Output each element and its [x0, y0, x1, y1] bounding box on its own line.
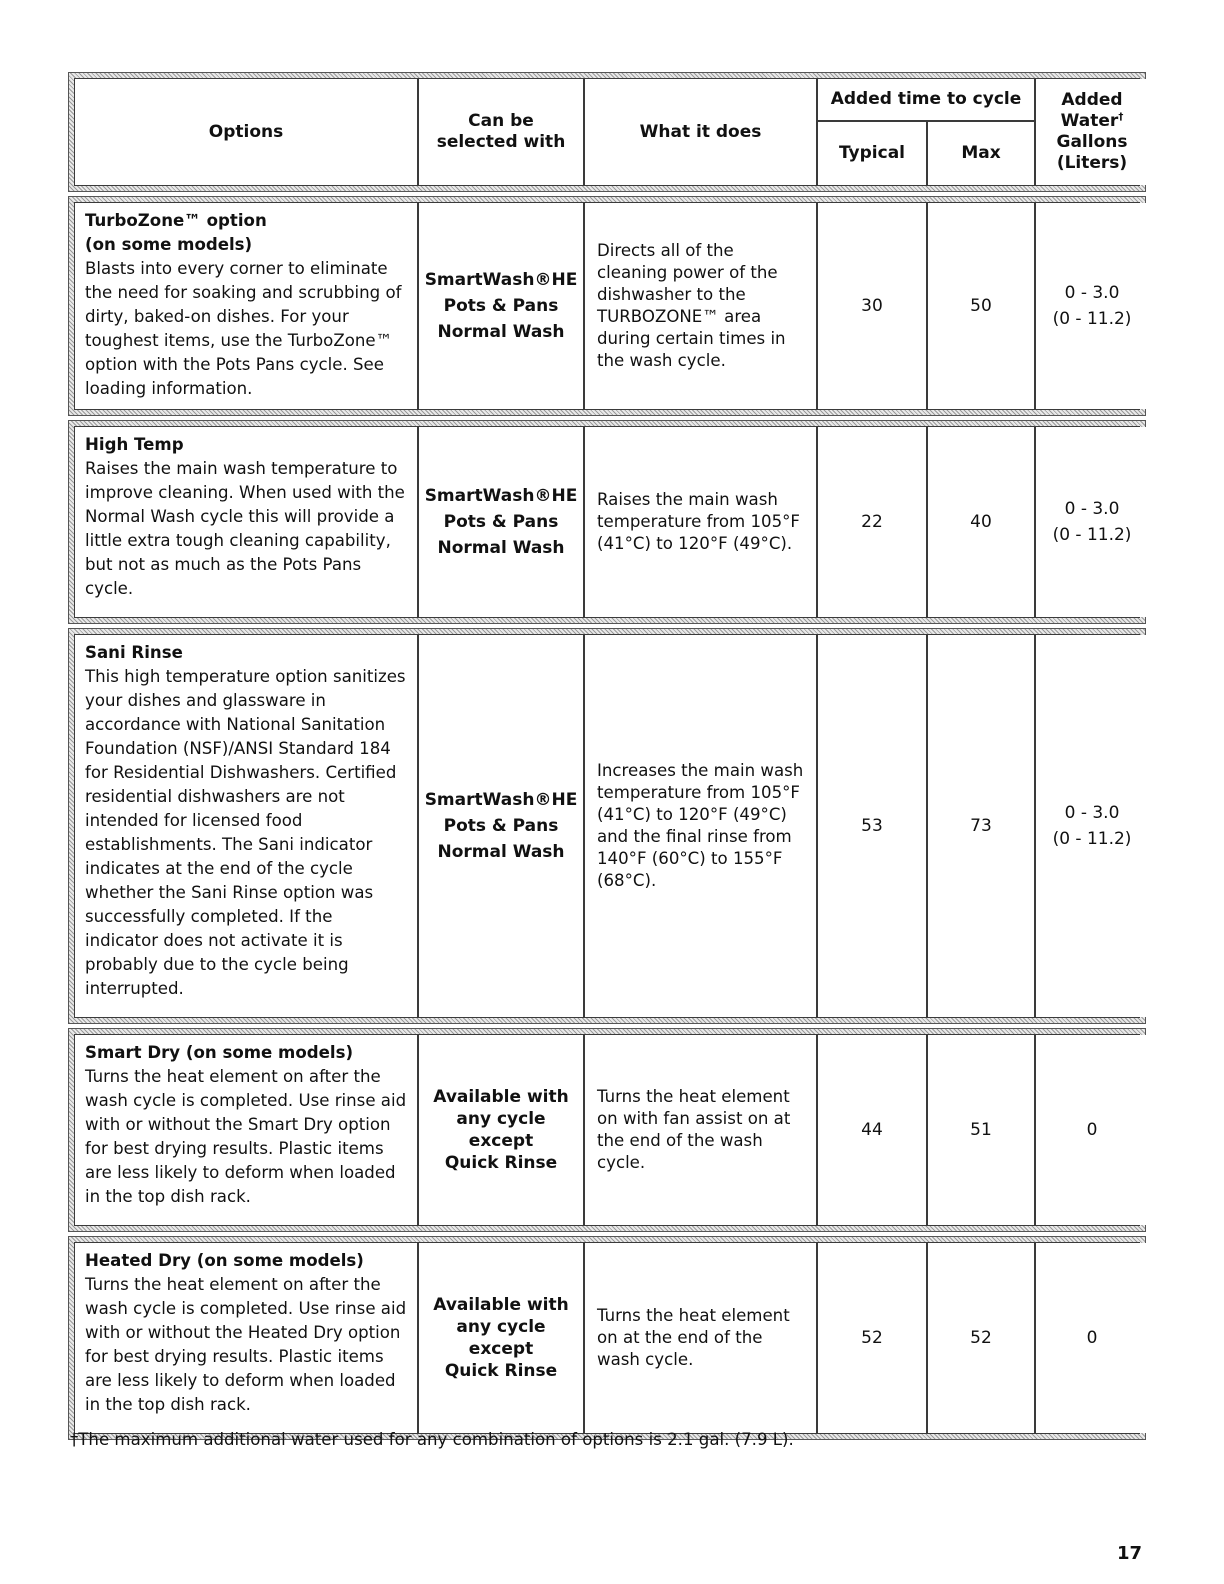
option-description: Turns the heat element on after the wash cycle is completed. Use rinse aid with or without the Smart Dry option for best drying results. Plastic items are less likely to deform when loaded in the top dish rack.	[85, 1067, 407, 1206]
water-liters: (0 - 11.2)	[1052, 829, 1132, 849]
max-time-cell: 73	[928, 635, 1034, 1017]
selectable-with-item: Normal Wash	[437, 842, 565, 862]
option-subtitle: (on some models)	[85, 235, 253, 254]
selectable-with-cell	[419, 1243, 583, 1433]
added-water-cell	[1036, 203, 1148, 409]
option-title: Smart Dry (on some models)	[85, 1043, 354, 1062]
typical-time-cell: 52	[818, 1243, 926, 1433]
option-title: Heated Dry (on some models)	[85, 1251, 364, 1270]
max-time-cell: 51	[928, 1035, 1034, 1225]
selectable-with-item: Normal Wash	[437, 538, 565, 558]
selectable-with-item: SmartWash®HE	[424, 790, 578, 810]
header-typical: Typical	[818, 122, 926, 185]
option-cell	[75, 1035, 417, 1225]
typical-time-cell: 53	[818, 635, 926, 1017]
selectable-with-item: SmartWash®HE	[424, 486, 578, 506]
header-options: Options	[75, 79, 417, 185]
header-added-time: Added time to cycle	[818, 79, 1034, 120]
option-cell	[75, 427, 417, 617]
added-water-cell	[1036, 635, 1148, 1017]
header-added-water-line3: Gallons	[1056, 132, 1128, 152]
option-title: TurboZone™ option	[85, 211, 267, 230]
table-header	[68, 72, 1146, 192]
selectable-with-item: Quick Rinse	[444, 1361, 558, 1381]
option-description: This high temperature option sanitizes your dishes and glassware in accordance with National Sanitation Foundation (NSF)/ANSI Standard 184 for Residential Dishwashers. Certified residential dishwashers are not intended for licensed food establishments. The Sani indicator indicates at the end of the cycle whether the Sani Rinse option was successfully completed. If the indicator does not activate it is probably due to the cycle being interrupted.	[85, 667, 406, 998]
added-water-cell	[1036, 1035, 1148, 1225]
what-it-does-cell: Turns the heat element on with fan assist on at the end of the wash cycle.	[585, 1035, 816, 1225]
selectable-with-item: except	[468, 1339, 534, 1359]
option-cell	[75, 1243, 417, 1433]
table-row	[68, 196, 1146, 416]
header-what-it-does: What it does	[585, 79, 816, 185]
option-title: High Temp	[85, 435, 184, 454]
table-row	[68, 1236, 1146, 1440]
header-added-water-line2: Water†	[1060, 111, 1124, 131]
header-added-water-line1: Added	[1061, 90, 1123, 110]
header-added-water-line4: (Liters)	[1056, 153, 1128, 173]
table-row	[68, 628, 1146, 1024]
header-max: Max	[928, 122, 1034, 185]
added-water-cell	[1036, 1243, 1148, 1433]
max-time-cell: 52	[928, 1243, 1034, 1433]
selectable-with-item: except	[468, 1131, 534, 1151]
what-it-does-cell: Directs all of the cleaning power of the dishwasher to the TURBOZONE™ area during certain times in the wash cycle.	[585, 203, 816, 409]
max-time-cell: 40	[928, 427, 1034, 617]
selectable-with-item: any cycle	[456, 1109, 546, 1129]
what-it-does-cell: Raises the main wash temperature from 105°F (41°C) to 120°F (49°C).	[585, 427, 816, 617]
header-added-water	[1036, 79, 1148, 185]
selectable-with-item: Available with	[433, 1087, 569, 1107]
selectable-with-item: Pots & Pans	[443, 296, 559, 316]
max-time-cell: 50	[928, 203, 1034, 409]
table-row	[68, 1028, 1146, 1232]
page-number: 17	[1116, 1543, 1142, 1564]
typical-time-cell: 30	[818, 203, 926, 409]
what-it-does-cell: Turns the heat element on at the end of the wash cycle.	[585, 1243, 816, 1433]
selectable-with-cell	[419, 1035, 583, 1225]
water-gallons: 0	[1086, 1120, 1098, 1140]
selectable-with-item: SmartWash®HE	[424, 270, 578, 290]
water-gallons: 0 - 3.0	[1064, 283, 1120, 303]
water-gallons: 0 - 3.0	[1064, 499, 1120, 519]
selectable-with-cell	[419, 427, 583, 617]
selectable-with-cell	[419, 635, 583, 1017]
dagger-mark: †	[1118, 111, 1124, 123]
option-description: Blasts into every corner to eliminate the need for soaking and scrubbing of dirty, baked-on dishes. For your toughest items, use the TurboZone™ option with the Pots Pans cycle. See loading information.	[85, 259, 402, 398]
water-liters: (0 - 11.2)	[1052, 525, 1132, 545]
water-gallons: 0 - 3.0	[1064, 803, 1120, 823]
table-row	[68, 420, 1146, 624]
added-water-cell	[1036, 427, 1148, 617]
selectable-with-item: any cycle	[456, 1317, 546, 1337]
what-it-does-cell: Increases the main wash temperature from 105°F (41°C) to 120°F (49°C) and the final rinse from 140°F (60°C) to 155°F (68°C).	[585, 635, 816, 1017]
option-cell	[75, 635, 417, 1017]
option-title: Sani Rinse	[85, 643, 183, 662]
option-description: Raises the main wash temperature to improve cleaning. When used with the Normal Wash cycle this will provide a little extra tough cleaning capability, but not as much as the Pots Pans cycle.	[85, 459, 405, 598]
water-liters: (0 - 11.2)	[1052, 309, 1132, 329]
water-gallons: 0	[1086, 1328, 1098, 1348]
footnote: †The maximum additional water used for any combination of options is 2.1 gal. (7.9 L).	[70, 1430, 794, 1449]
selectable-with-item: Normal Wash	[437, 322, 565, 342]
header-can-be-selected: Can be selected with	[419, 79, 583, 185]
option-cell	[75, 203, 417, 409]
selectable-with-item: Pots & Pans	[443, 816, 559, 836]
selectable-with-item: Quick Rinse	[444, 1153, 558, 1173]
selectable-with-cell	[419, 203, 583, 409]
typical-time-cell: 22	[818, 427, 926, 617]
options-table	[68, 72, 1146, 1440]
selectable-with-item: Available with	[433, 1295, 569, 1315]
typical-time-cell: 44	[818, 1035, 926, 1225]
selectable-with-item: Pots & Pans	[443, 512, 559, 532]
option-description: Turns the heat element on after the wash cycle is completed. Use rinse aid with or without the Heated Dry option for best drying results. Plastic items are less likely to deform when loaded in the top dish rack.	[85, 1275, 407, 1414]
